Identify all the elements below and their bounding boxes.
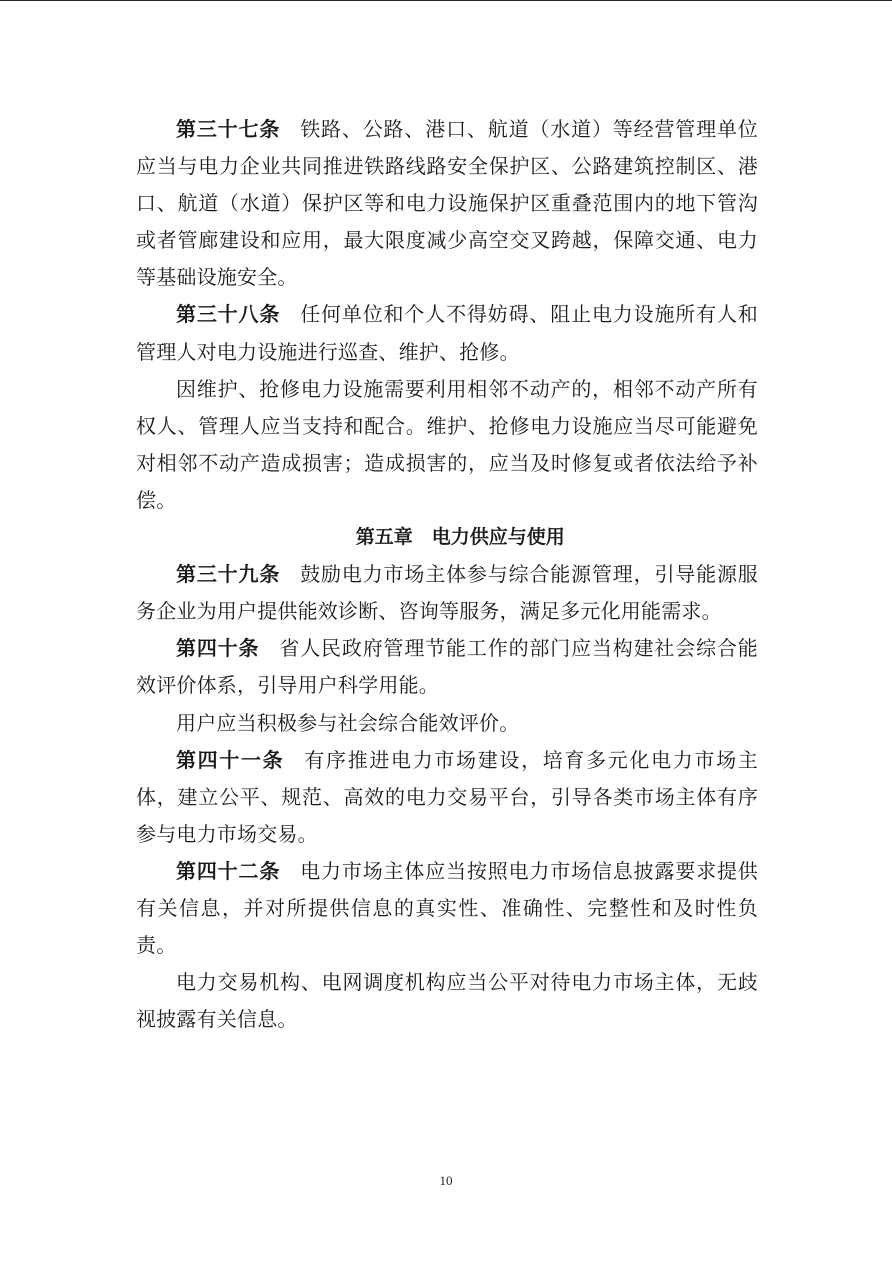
article-text: 电力市场主体应当按照电力市场信息披露要求提供有关信息，并对所提供信息的真实性、准确性、完整性和及时性负责。	[136, 858, 759, 958]
page-number: 10	[439, 1173, 453, 1188]
article-text: 鼓励电力市场主体参与综合能源管理，引导能源服务企业为用户提供能效诊断、咨询等服务，满足多元化用能需求。	[136, 562, 759, 624]
paragraph-text: 电力交易机构、电网调度机构应当公平对待电力市场主体，无歧视披露有关信息。	[136, 970, 758, 1032]
paragraph-text: 用户应当积极参与社会综合能效评价。	[176, 710, 520, 735]
article-37-paragraph	[136, 111, 758, 296]
article-42-paragraph	[136, 853, 758, 964]
document-body	[136, 111, 758, 1038]
article-text: 有序推进电力市场建设，培育多元化电力市场主体，建立公平、规范、高效的电力交易平台，引导各类市场主体有序参与电力市场交易。	[136, 747, 758, 846]
article-heading: 第三十九条	[176, 562, 281, 587]
paragraph-text: 因维护、抢修电力设施需要利用相邻不动产的，相邻不动产所有权人、管理人应当支持和配合。维护、抢修电力设施应当尽可能避免对相邻不动产造成损害；造成损害的，应当及时修复或者依法给予补偿。	[136, 376, 758, 512]
article-41-paragraph	[136, 742, 758, 853]
article-40-paragraph	[136, 630, 758, 704]
article-text: 省人民政府管理节能工作的部门应当构建社会综合能效评价体系，引导用户科学用能。	[136, 636, 758, 698]
chapter-heading: 第五章 电力供应与使用	[355, 526, 565, 549]
article-text: 铁路、公路、港口、航道（水道）等经营管理单位应当与电力企业共同推进铁路线路安全保护区、公路建筑控制区、港口、航道（水道）保护区等和电力设施保护区重叠范围内的地下管沟或者管廊建设和应用，最大限度减少高空交叉跨越，保障交通、电力等基础设施安全。	[136, 117, 759, 290]
article-heading: 第四十二条	[176, 858, 281, 883]
body-paragraph	[136, 371, 758, 519]
body-paragraph	[136, 964, 758, 1038]
article-heading: 第四十一条	[176, 747, 285, 772]
body-paragraph	[136, 705, 758, 742]
article-39-paragraph	[136, 556, 758, 630]
article-heading: 第四十条	[176, 636, 260, 661]
article-38-paragraph	[136, 296, 758, 370]
article-heading: 第三十七条	[176, 117, 281, 141]
article-text: 任何单位和个人不得妨碍、阻止电力设施所有人和管理人对电力设施进行巡查、维护、抢修。	[136, 302, 759, 364]
article-heading: 第三十八条	[176, 302, 281, 327]
